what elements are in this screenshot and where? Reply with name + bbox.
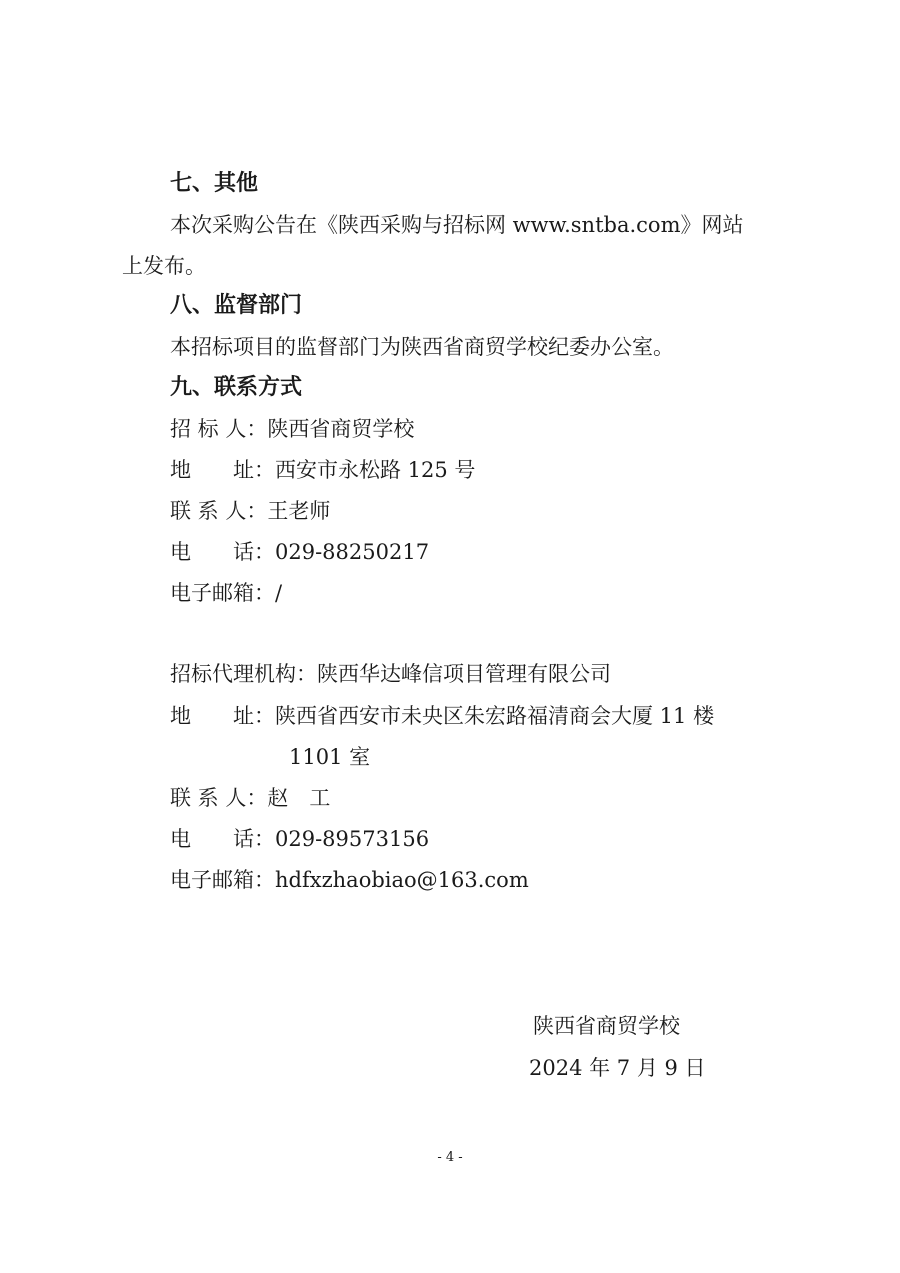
page-number: - 4 - xyxy=(437,1150,463,1165)
agency-name-label: 招标代理机构： xyxy=(170,662,317,686)
agency-contact-row xyxy=(170,784,330,812)
other-body-line-2: 上发布。 xyxy=(122,254,206,278)
agency-phone-row xyxy=(170,825,429,853)
tenderer-phone-label: 电 话： xyxy=(170,540,275,564)
agency-email-label: 电子邮箱： xyxy=(170,868,275,892)
agency-address-label: 地 址： xyxy=(170,704,275,728)
tenderer-address-row xyxy=(170,456,475,484)
agency-name-row xyxy=(170,660,611,688)
tenderer-email-label: 电子邮箱： xyxy=(170,581,275,605)
agency-address-line-2: 1101 室 xyxy=(289,745,371,769)
tenderer-address-label: 地 址： xyxy=(170,458,275,482)
agency-name: 陕西华达峰信项目管理有限公司 xyxy=(317,662,611,686)
other-body-line-1: 本次采购公告在《陕西采购与招标网 www.sntba.com》网站 xyxy=(170,213,744,237)
supervision-body: 本招标项目的监督部门为陕西省商贸学校纪委办公室。 xyxy=(170,335,674,359)
tenderer-phone: 029-88250217 xyxy=(275,540,430,564)
agency-email: hdfxzhaobiao@163.com xyxy=(275,868,529,892)
agency-address-row xyxy=(170,702,714,730)
agency-phone: 029-89573156 xyxy=(275,827,430,851)
tenderer-phone-row xyxy=(170,538,429,566)
agency-phone-label: 电 话： xyxy=(170,827,275,851)
section-heading-supervision: 八、监督部门 xyxy=(170,293,303,318)
section-heading-other: 七、其他 xyxy=(170,171,259,196)
agency-contact-label: 联 系 人： xyxy=(170,786,268,810)
tenderer-contact: 王老师 xyxy=(267,499,331,523)
agency-contact: 赵 工 xyxy=(267,786,331,810)
signature-org: 陕西省商贸学校 xyxy=(533,1014,680,1038)
agency-address-line-1: 陕西省西安市未央区朱宏路福清商会大厦 11 楼 xyxy=(275,704,715,728)
tenderer-name-label: 招 标 人： xyxy=(170,417,268,441)
signature-date: 2024 年 7 月 9 日 xyxy=(529,1056,706,1080)
tenderer-email-row xyxy=(170,579,282,607)
tenderer-name: 陕西省商贸学校 xyxy=(267,417,415,441)
tenderer-email: / xyxy=(275,581,283,605)
tenderer-address: 西安市永松路 125 号 xyxy=(275,458,476,482)
section-heading-contact: 九、联系方式 xyxy=(170,375,303,400)
tenderer-contact-row xyxy=(170,497,330,525)
tenderer-name-row xyxy=(170,415,414,443)
tenderer-contact-label: 联 系 人： xyxy=(170,499,268,523)
agency-email-row xyxy=(170,866,529,894)
